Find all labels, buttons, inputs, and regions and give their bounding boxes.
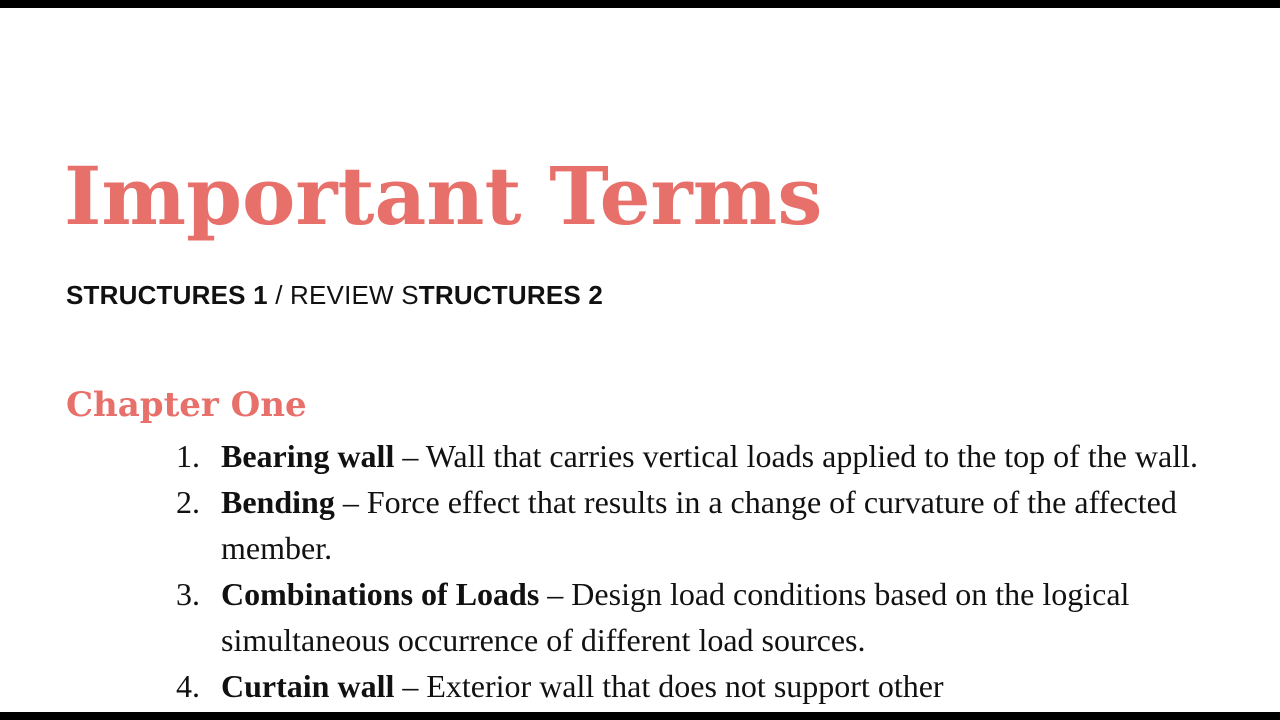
subtitle-part-1: STRUCTURES 1	[66, 280, 268, 310]
term-number: 2.	[176, 484, 200, 520]
term-name: Bearing wall	[221, 438, 395, 474]
term-number: 1.	[176, 438, 200, 474]
term-item	[176, 479, 1236, 571]
term-separator: –	[394, 668, 427, 704]
subtitle-part-3: TRUCTURES 2	[418, 280, 603, 310]
term-name: Bending	[221, 484, 335, 520]
slide-subtitle	[66, 278, 603, 312]
term-definition: Force effect that results in a change of curvature of the affected member.	[221, 484, 1177, 566]
term-separator: –	[394, 438, 426, 474]
term-separator: –	[334, 484, 367, 520]
term-item	[176, 663, 1236, 709]
subtitle-part-2: / REVIEW S	[267, 280, 419, 310]
term-definition: Exterior wall that does not support other	[426, 668, 944, 704]
term-separator: –	[539, 576, 572, 612]
slide-page	[0, 8, 1280, 712]
terms-list	[176, 433, 1236, 709]
term-name: Combinations of Loads	[221, 576, 540, 612]
term-definition: Wall that carries vertical loads applied to the top of the wall.	[425, 438, 1199, 474]
chapter-heading: Chapter One	[66, 385, 307, 425]
slide-title: Important Terms	[64, 149, 823, 243]
term-item	[176, 571, 1236, 663]
term-definition: Design load conditions based on the logical simultaneous occurrence of different load sources.	[221, 576, 1130, 658]
term-item	[176, 433, 1236, 479]
term-number: 3.	[176, 576, 200, 612]
term-number: 4.	[176, 668, 200, 704]
term-name: Curtain wall	[221, 668, 395, 704]
